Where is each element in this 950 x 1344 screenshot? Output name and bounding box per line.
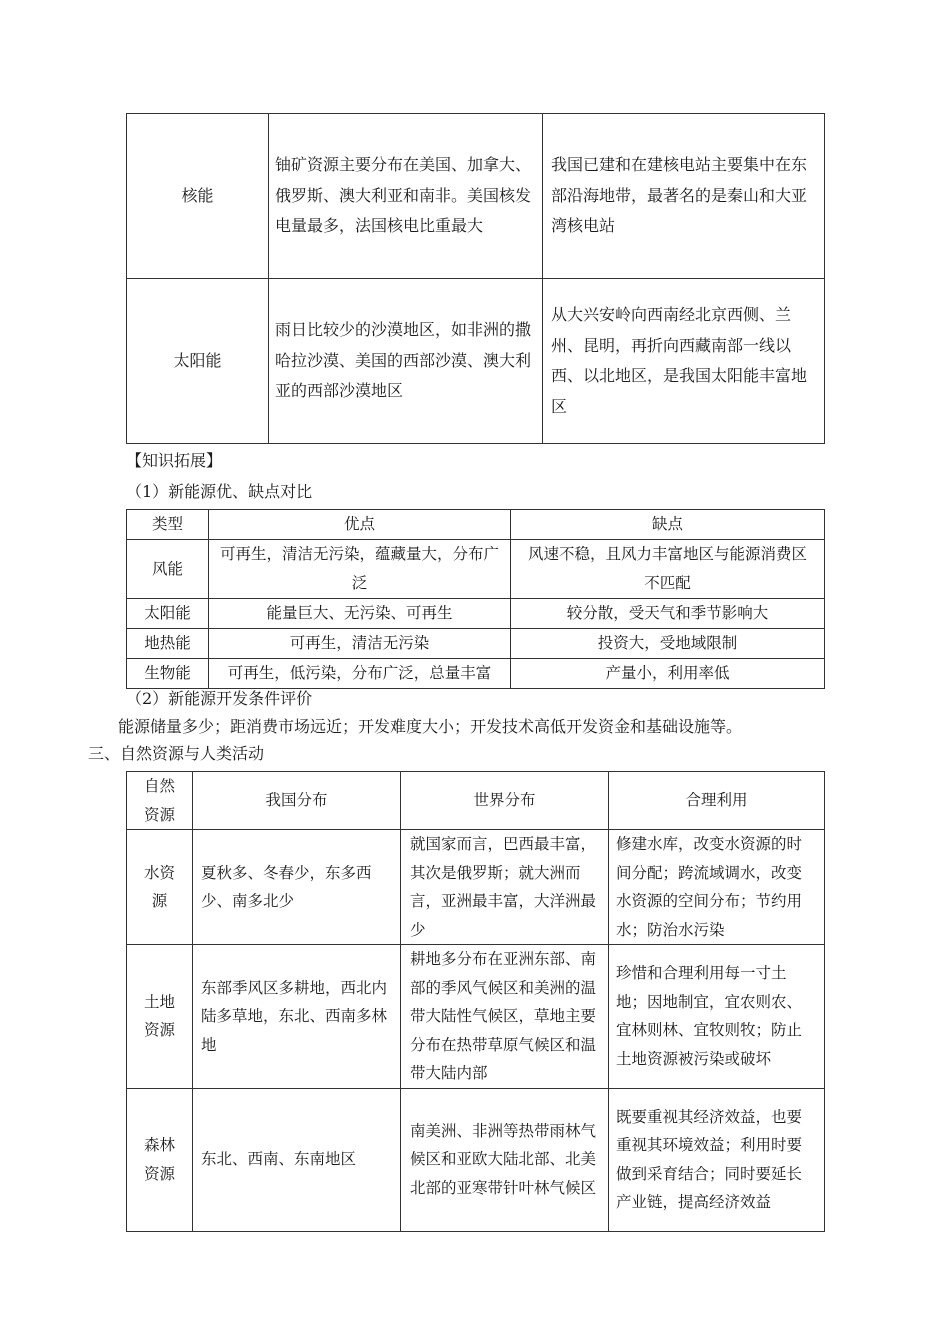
world-distribution-cell: 就国家而言，巴西最丰富，其次是俄罗斯；就大洲而言，亚洲最丰富，大洋洲最少 xyxy=(401,830,609,945)
table-header-row xyxy=(127,772,825,830)
knowledge-heading: 【知识拓展】 xyxy=(126,451,223,470)
world-distribution-cell: 雨日比较少的沙漠地区，如非洲的撒哈拉沙漠、美国的西部沙漠、澳大利亚的西部沙漠地区 xyxy=(269,279,543,444)
world-distribution-cell: 南美洲、非洲等热带雨林气候区和亚欧大陆北部、北美北部的亚寒带针叶林气候区 xyxy=(401,1088,609,1231)
type-cell: 风能 xyxy=(127,540,209,599)
header-cell: 缺点 xyxy=(511,510,825,540)
type-cell: 地热能 xyxy=(127,629,209,659)
table-row xyxy=(127,279,825,444)
header-cell: 合理利用 xyxy=(609,772,825,830)
energy-name-cell: 太阳能 xyxy=(127,279,269,444)
pros-cell: 可再生，清洁无污染 xyxy=(209,629,511,659)
pros-cell: 能量巨大、无污染、可再生 xyxy=(209,599,511,629)
table-row xyxy=(127,830,825,945)
pros-cell: 可再生，清洁无污染，蕴藏量大，分布广泛 xyxy=(209,540,511,599)
table-row xyxy=(127,1088,825,1231)
new-energy-comparison-table xyxy=(126,509,825,689)
china-distribution-cell: 东北、西南、东南地区 xyxy=(193,1088,401,1231)
rational-use-cell: 修建水库，改变水资源的时间分配；跨流域调水，改变水资源的空间分布；节约用水；防治水污染 xyxy=(609,830,825,945)
energy-distribution-table xyxy=(126,113,825,444)
header-cell: 类型 xyxy=(127,510,209,540)
resource-name-cell: 森林资源 xyxy=(127,1088,193,1231)
resource-name-cell: 土地资源 xyxy=(127,945,193,1089)
cons-cell: 投资大，受地域限制 xyxy=(511,629,825,659)
table-row xyxy=(127,540,825,599)
world-distribution-cell: 耕地多分布在亚洲东部、南部的季风气候区和美洲的温带大陆性气候区，草地主要分布在热带草原气候区和温带大陆内部 xyxy=(401,945,609,1089)
header-cell: 自然资源 xyxy=(127,772,193,830)
table-row xyxy=(127,599,825,629)
rational-use-cell: 既要重视其经济效益，也要重视其环境效益；利用时要做到采育结合；同时要延长产业链，提高经济效益 xyxy=(609,1088,825,1231)
table-row xyxy=(127,945,825,1089)
table-header-row xyxy=(127,510,825,540)
natural-resources-table xyxy=(126,771,825,1232)
table-row xyxy=(127,659,825,689)
cons-cell: 较分散，受天气和季节影响大 xyxy=(511,599,825,629)
pros-cell: 可再生，低污染，分布广泛，总量丰富 xyxy=(209,659,511,689)
table-row xyxy=(127,629,825,659)
china-distribution-cell: 从大兴安岭向西南经北京西侧、兰州、昆明，再折向西藏南部一线以西、以北地区，是我国太阳能丰富地区 xyxy=(543,279,825,444)
header-cell: 世界分布 xyxy=(401,772,609,830)
cons-cell: 产量小，利用率低 xyxy=(511,659,825,689)
china-distribution-cell: 我国已建和在建核电站主要集中在东部沿海地带，最著名的是秦山和大亚湾核电站 xyxy=(543,114,825,279)
type-cell: 生物能 xyxy=(127,659,209,689)
header-cell: 优点 xyxy=(209,510,511,540)
section-3-heading: 三、自然资源与人类活动 xyxy=(88,744,265,763)
china-distribution-cell: 东部季风区多耕地，西北内陆多草地，东北、西南多林地 xyxy=(193,945,401,1089)
subsection-2-heading: （2）新能源开发条件评价 xyxy=(126,689,313,708)
rational-use-cell: 珍惜和合理利用每一寸土地；因地制宜，宜农则农、宜林则林、宜牧则牧；防止土地资源被污染或破坏 xyxy=(609,945,825,1089)
subsection-2-text: 能源储量多少；距消费市场远近；开发难度大小；开发技术高低开发资金和基础设施等。 xyxy=(118,717,743,736)
table-row xyxy=(127,114,825,279)
resource-name-cell: 水资源 xyxy=(127,830,193,945)
world-distribution-cell: 铀矿资源主要分布在美国、加拿大、俄罗斯、澳大利亚和南非。美国核发电量最多，法国核电比重最大 xyxy=(269,114,543,279)
cons-cell: 风速不稳，且风力丰富地区与能源消费区不匹配 xyxy=(511,540,825,599)
china-distribution-cell: 夏秋多、冬春少，东多西少、南多北少 xyxy=(193,830,401,945)
subsection-1-heading: （1）新能源优、缺点对比 xyxy=(126,482,313,501)
header-cell: 我国分布 xyxy=(193,772,401,830)
energy-name-cell: 核能 xyxy=(127,114,269,279)
type-cell: 太阳能 xyxy=(127,599,209,629)
